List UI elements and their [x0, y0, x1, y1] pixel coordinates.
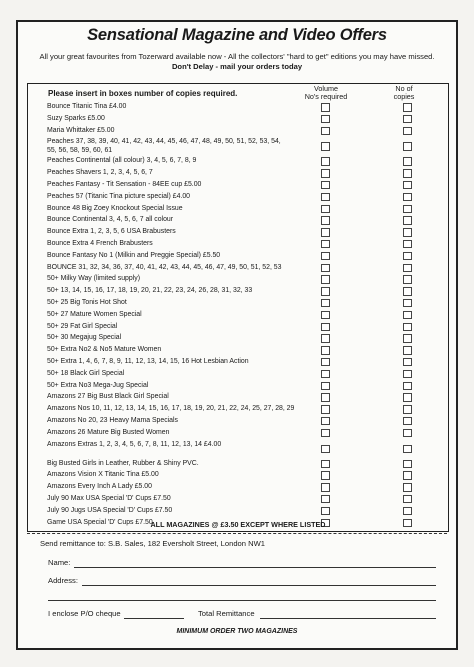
- item-title: BOUNCE 31, 32, 34, 36, 37, 40, 41, 42, 43, 44, 45, 46, 47, 49, 50, 51, 52, 53: [47, 263, 282, 271]
- volume-numbers-box[interactable]: [321, 142, 330, 151]
- copies-box[interactable]: [403, 445, 412, 454]
- page-title: Sensational Magazine and Video Offers: [87, 26, 387, 44]
- table-row: [28, 239, 448, 251]
- copies-box[interactable]: [403, 471, 412, 480]
- item-title: Amazons Nos 10, 11, 12, 13, 14, 15, 16, 17, 18, 19, 20, 21, 22, 24, 25, 27, 28, 29: [47, 405, 295, 413]
- volume-numbers-box[interactable]: [321, 507, 330, 516]
- copies-box[interactable]: [403, 115, 412, 124]
- volume-numbers-box[interactable]: [321, 405, 330, 414]
- item-title: Amazons No 20, 23 Heavy Mama Specials: [47, 416, 178, 424]
- order-form: [16, 20, 458, 650]
- name-field[interactable]: [74, 567, 436, 568]
- table-row: [28, 180, 448, 192]
- order-table: [27, 83, 449, 532]
- address-field-line-1[interactable]: [82, 585, 436, 586]
- copies-box[interactable]: [403, 228, 412, 237]
- item-title: Suzy Sparks £5.00: [47, 114, 105, 122]
- copies-header-line: No of: [395, 84, 413, 93]
- table-row: [28, 404, 448, 416]
- copies-box[interactable]: [403, 429, 412, 438]
- copies-header-line: copies: [393, 92, 415, 101]
- volume-numbers-box[interactable]: [321, 169, 330, 178]
- cheque-field[interactable]: [124, 618, 184, 619]
- all-magazines-price-note: ALL MAGAZINES @ £3.50 EXCEPT WHERE LISTED: [150, 520, 326, 529]
- volume-numbers-box[interactable]: [321, 429, 330, 438]
- volume-numbers-box[interactable]: [321, 287, 330, 296]
- item-title: Amazons Vision X Titanic Tina £5.00: [47, 471, 159, 479]
- table-row: [28, 345, 448, 357]
- copies-box[interactable]: [403, 405, 412, 414]
- volume-numbers-box[interactable]: [321, 358, 330, 367]
- copies-box[interactable]: [403, 382, 412, 391]
- table-row: [28, 470, 448, 482]
- copies-box[interactable]: [403, 240, 412, 249]
- copies-column-header: [374, 85, 434, 101]
- table-row: [28, 369, 448, 381]
- item-title: 50+ 29 Fat Girl Special: [47, 322, 118, 330]
- copies-box[interactable]: [403, 370, 412, 379]
- volume-numbers-box[interactable]: [321, 393, 330, 402]
- copies-box[interactable]: [403, 287, 412, 296]
- table-row: [28, 215, 448, 227]
- item-title: Bounce Titanic Tina £4.00: [47, 103, 127, 110]
- volume-numbers-box[interactable]: [321, 115, 330, 124]
- table-row: [28, 251, 448, 263]
- volume-numbers-box[interactable]: [321, 460, 330, 469]
- volume-numbers-box[interactable]: [321, 127, 330, 136]
- volume-numbers-box[interactable]: [321, 334, 330, 343]
- item-title: Bounce 48 Big Zoey Knockout Special Issue: [47, 204, 183, 212]
- copies-box[interactable]: [403, 495, 412, 504]
- copies-box[interactable]: [403, 460, 412, 469]
- copies-box[interactable]: [403, 169, 412, 178]
- table-row: [28, 506, 448, 518]
- table-row: [28, 137, 448, 156]
- item-title: Game USA Special 'D' Cups £7.50: [47, 518, 153, 526]
- copies-box[interactable]: [403, 127, 412, 136]
- volume-numbers-box[interactable]: [321, 157, 330, 166]
- order-rows: [28, 102, 448, 529]
- copies-box[interactable]: [403, 358, 412, 367]
- item-title: 50+ 13, 14, 15, 16, 17, 18, 19, 20, 21, 22, 23, 24, 26, 28, 31, 32, 33: [47, 287, 253, 295]
- item-title: 50+ Extra 1, 4, 6, 7, 8, 9, 11, 12, 13, 14, 15, 16 Hot Lesbian Action: [47, 357, 249, 365]
- item-title: Bounce Fantasy No 1 (Milkin and Preggie Special) £5.50: [47, 251, 221, 259]
- volume-numbers-box[interactable]: [321, 495, 330, 504]
- address-field-line-2[interactable]: [48, 600, 436, 601]
- volume-numbers-box[interactable]: [321, 228, 330, 237]
- volume-numbers-box[interactable]: [321, 240, 330, 249]
- copies-box[interactable]: [403, 181, 412, 190]
- volume-numbers-box[interactable]: [321, 103, 330, 112]
- volume-numbers-box[interactable]: [321, 181, 330, 190]
- item-title: 50+ 30 Megajug Special: [47, 334, 122, 342]
- item-title: July 90 Max USA Special 'D' Cups £7.50: [47, 494, 171, 502]
- copies-box[interactable]: [403, 417, 412, 426]
- volume-numbers-box[interactable]: [321, 252, 330, 261]
- copies-box[interactable]: [403, 252, 412, 261]
- copies-box[interactable]: [403, 311, 412, 320]
- table-row: [28, 286, 448, 298]
- copies-box[interactable]: [403, 346, 412, 355]
- item-title: 50+ 25 Big Tonis Hot Shot: [47, 298, 127, 306]
- item-title: Peaches Fantasy - Tit Sensation - 84EE cup £5.00: [47, 180, 202, 188]
- table-row: [28, 357, 448, 369]
- copies-box[interactable]: [403, 393, 412, 402]
- volume-numbers-box[interactable]: [321, 193, 330, 202]
- table-row: [28, 392, 448, 404]
- table-row: [28, 168, 448, 180]
- item-title: Big Busted Girls in Leather, Rubber & Shiny PVC.: [47, 459, 199, 467]
- copies-box[interactable]: [403, 483, 412, 492]
- copies-box[interactable]: [403, 216, 412, 225]
- volume-numbers-box[interactable]: [321, 205, 330, 214]
- volume-numbers-box[interactable]: [321, 311, 330, 320]
- total-remittance-field[interactable]: [260, 618, 436, 619]
- address-label: Address:: [48, 576, 78, 585]
- volume-numbers-box[interactable]: [321, 445, 330, 454]
- table-row: [28, 494, 448, 506]
- item-title: 50+ 27 Mature Women Special: [47, 310, 142, 318]
- item-title: Peaches Continental (all colour) 3, 4, 5, 6, 7, 8, 9: [47, 157, 197, 165]
- copies-box[interactable]: [403, 334, 412, 343]
- table-row: [28, 227, 448, 239]
- item-title: 50+ Milky Way (limited supply): [47, 275, 140, 283]
- table-row: [28, 114, 448, 126]
- copies-box[interactable]: [403, 264, 412, 273]
- intro-call-to-action: Don't Delay - mail your orders today: [171, 62, 303, 71]
- volume-numbers-box[interactable]: [321, 323, 330, 332]
- copies-box[interactable]: [403, 103, 412, 112]
- cut-line: [27, 533, 447, 534]
- table-row: [28, 310, 448, 322]
- copies-box[interactable]: [403, 193, 412, 202]
- table-row: [28, 428, 448, 440]
- total-remittance-label: Total Remittance: [198, 609, 255, 618]
- volume-header-line: Volume: [314, 84, 338, 93]
- table-instruction: Please insert in boxes number of copies required.: [48, 89, 238, 98]
- item-title: Peaches 37, 38, 39, 40, 41, 42, 43, 44, 45, 46, 47, 48, 49, 50, 51, 52, 53, 54, 55, 56, 58, 59, 60, 61: [47, 138, 281, 154]
- table-row: [28, 204, 448, 216]
- table-row: [28, 263, 448, 275]
- volume-numbers-box[interactable]: [321, 417, 330, 426]
- table-row: [28, 126, 448, 138]
- table-row: [28, 381, 448, 393]
- volume-numbers-box[interactable]: [321, 346, 330, 355]
- copies-box[interactable]: [403, 275, 412, 284]
- item-title: July 90 Jugs USA Special 'D' Cups £7.50: [47, 506, 173, 514]
- item-title: Amazons Every Inch A Lady £5.00: [47, 483, 152, 491]
- minimum-order-note: MINIMUM ORDER TWO MAGAZINES: [176, 628, 298, 635]
- volume-numbers-box[interactable]: [321, 216, 330, 225]
- volume-numbers-box[interactable]: [321, 382, 330, 391]
- table-row: [28, 156, 448, 168]
- copies-box[interactable]: [403, 157, 412, 166]
- item-title: Bounce Extra 4 French Brabusters: [47, 239, 153, 247]
- table-row: [28, 416, 448, 428]
- table-row: [28, 440, 448, 459]
- remittance-address: Send remittance to: S.B. Sales, 182 Eversholt Street, London NW1: [40, 539, 265, 548]
- table-row: [28, 322, 448, 334]
- intro-text: [22, 52, 452, 72]
- item-title: Amazons Extras 1, 2, 3, 4, 5, 6, 7, 8, 11, 12, 13, 14 £4.00: [47, 440, 222, 448]
- volume-numbers-box[interactable]: [321, 264, 330, 273]
- copies-box[interactable]: [403, 323, 412, 332]
- table-row: [28, 102, 448, 114]
- item-title: 50+ Extra No2 & No5 Mature Women: [47, 346, 162, 354]
- item-title: Bounce Continental 3, 4, 5, 6, 7 all colour: [47, 216, 174, 224]
- volume-numbers-box[interactable]: [321, 471, 330, 480]
- table-row: [28, 482, 448, 494]
- volume-column-header: [286, 85, 366, 101]
- cheque-label: I enclose P/O cheque: [48, 609, 121, 618]
- item-title: Maria Whittaker £5.00: [47, 126, 115, 134]
- volume-numbers-box[interactable]: [321, 299, 330, 308]
- table-row: [28, 274, 448, 286]
- volume-numbers-box[interactable]: [321, 275, 330, 284]
- copies-box[interactable]: [403, 507, 412, 516]
- table-row: [28, 459, 448, 471]
- item-title: Bounce Extra 1, 2, 3, 5, 6 USA Brabusters: [47, 228, 176, 236]
- name-label: Name:: [48, 558, 71, 567]
- volume-numbers-box[interactable]: [321, 370, 330, 379]
- item-title: Peaches 57 (Titanic Tina picture special) £4.00: [47, 192, 190, 200]
- item-title: 50+ Extra No3 Mega-Jug Special: [47, 381, 149, 389]
- copies-box[interactable]: [403, 205, 412, 214]
- table-row: [28, 298, 448, 310]
- volume-numbers-box[interactable]: [321, 483, 330, 492]
- table-row: [28, 192, 448, 204]
- item-title: Amazons 27 Big Bust Black Girl Special: [47, 393, 169, 401]
- intro-line: All your great favourites from Tozerward available now - All the collectors' "hard to get" editions you may have missed.: [39, 52, 435, 61]
- table-row: [28, 333, 448, 345]
- item-title: 50+ 18 Black Girl Special: [47, 369, 125, 377]
- copies-box[interactable]: [403, 142, 412, 151]
- item-title: Amazons 26 Mature Big Busted Women: [47, 428, 170, 436]
- volume-header-line: No's required: [304, 92, 348, 101]
- item-title: Peaches Shavers 1, 2, 3, 4, 5, 6, 7: [47, 169, 153, 177]
- copies-box[interactable]: [403, 299, 412, 308]
